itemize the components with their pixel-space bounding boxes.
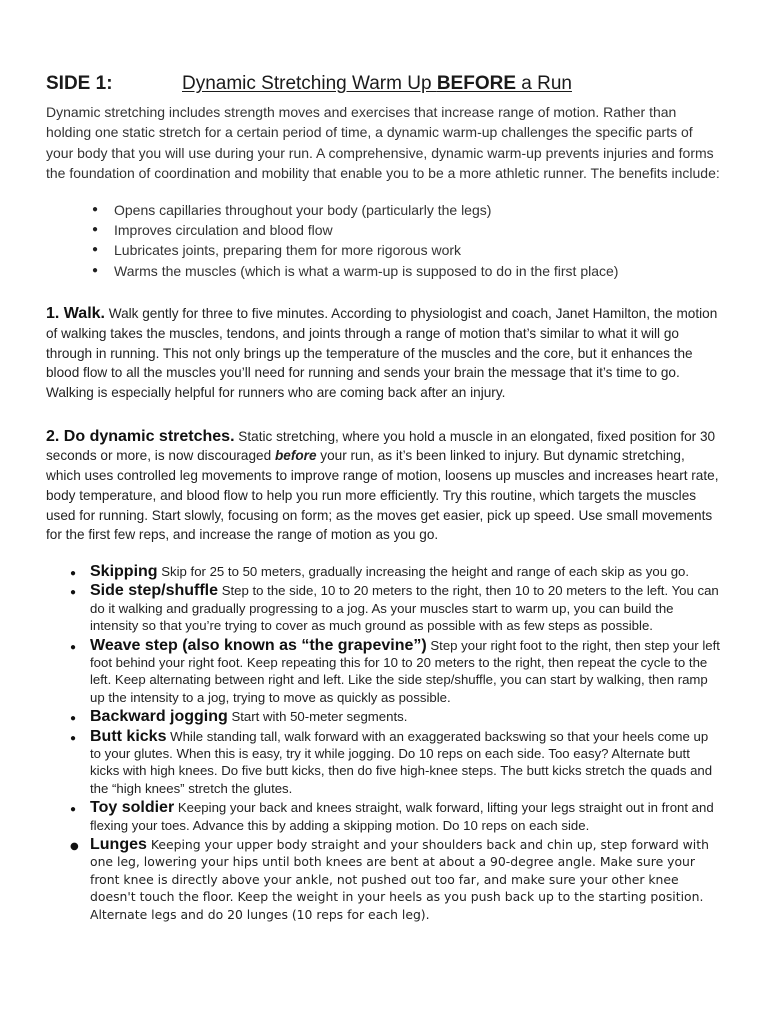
moves-list — [70, 563, 722, 923]
section-walk-text: Walk gently for three to five minutes. According to physiologist and coach, Janet Hamilton, the motion of walking takes the muscles, tendons, and joints through a range of motion that’s similar to what it will go through in running. This not only brings up the temperature of the muscles and the core, but it enhances the blood flow to all the muscles you’ll need for running and sends your brain the message that it’s time to go. Walking is especially helpful for runners who are coming back after an injury. — [46, 306, 718, 401]
move-description: Keeping your back and knees straight, walk forward, lifting your legs straight out in front and flexing your toes. Advance this by adding a skipping motion. Do 10 reps on each side. — [90, 800, 714, 833]
section-dynamic-text-b: your run, as it’s been linked to injury. But dynamic stretching, which uses controlled leg movements to improve range of motion, loosens up muscles and increases heart rate, body temperature, and blood flow to help you run more efficiently. Try this routine, which targets the muscles used for running. Start slowly, focusing on form; as the moves get easier, pick up speed. Use small movements for the first few reps, and increase the range of motion as you go. — [46, 448, 719, 543]
move-backward-jogging — [70, 708, 722, 725]
title-emphasis: BEFORE — [436, 73, 516, 94]
benefit-item: ● Warms the muscles (which is what a warm-up is supposed to do in the first place) — [92, 261, 722, 281]
side-label: SIDE 1: — [46, 73, 113, 94]
title-text-end: a Run — [516, 73, 572, 94]
title-text-start: Dynamic Stretching Warm Up — [182, 73, 437, 94]
title-row — [46, 72, 722, 96]
benefit-item: ● Opens capillaries throughout your body (particularly the legs) — [92, 200, 722, 220]
benefits-list — [92, 200, 722, 282]
move-skipping — [70, 563, 722, 580]
move-description: Skip for 25 to 50 meters, gradually increasing the height and range of each skip as you go. — [157, 563, 690, 579]
move-description: Step to the side, 10 to 20 meters to the right, then 10 to 20 meters to the left. You can do it walking and gradually progressing to a jog. As your muscles start to warm up, you can build the intensity so that you’re trying to cover as much ground as possible with as few steps as possible. — [90, 583, 719, 634]
move-butt-kicks — [70, 728, 722, 798]
move-name: Backward jogging — [90, 708, 228, 726]
benefit-item: ● Improves circulation and blood flow — [92, 220, 722, 240]
move-name: Skipping — [90, 562, 158, 580]
move-description: While standing tall, walk forward with an exaggerated backswing so that your heels come up to your glutes. When this is easy, try it while jogging. Do 10 reps on each side. Too easy? Alternate butt kicks with high knees. Do five butt kicks, then do five high-knee steps. The butt kicks stretch the quads and the “high knees” stretch the glutes. — [90, 728, 713, 796]
move-lunges — [70, 836, 722, 923]
move-side-step — [70, 582, 722, 634]
move-weave-step — [70, 637, 722, 707]
move-name: Butt kicks — [90, 727, 167, 745]
move-name: Weave step (also known as “the grapevine”) — [90, 636, 427, 654]
document-title — [182, 72, 572, 96]
section-dynamic-heading: 2. Do dynamic stretches. — [46, 427, 235, 445]
move-name: Toy soldier — [90, 799, 175, 817]
section-dynamic-stretches — [46, 427, 722, 545]
section-dynamic-emphasis: before — [274, 448, 317, 464]
move-toy-soldier — [70, 799, 722, 834]
benefit-item: ● Lubricates joints, preparing them for more rigorous work — [92, 240, 722, 260]
move-name: Lunges — [90, 836, 147, 854]
move-description: Start with 50-meter segments. — [227, 709, 408, 725]
intro-paragraph: Dynamic stretching includes strength moves and exercises that increase range of motion. Rather than holding one static stretch for a certain period of time, a dynamic warm-up challenges the specific parts of your body that you will use during your run. A comprehensive, dynamic warm-up prevents injuries and forms the foundation of coordination and mobility that enable you to be a more athletic runner. The benefits include: — [46, 104, 720, 182]
move-name: Side step/shuffle — [90, 582, 219, 600]
section-walk-heading: 1. Walk. — [46, 305, 105, 323]
section-walk — [46, 304, 722, 403]
move-description: Step your right foot to the right, then step your left foot behind your right foot. Keep repeating this for 10 to 20 meters to the right, then repeat the cycle to the left. Keep alternating between right and left. Like the side step/shuffle, you can start by walking, then ramp up the intensity to a jog, trying to move as quickly as possible. — [90, 637, 720, 705]
section-dynamic-text-a: Static stretching, where you hold a muscle in an elongated, fixed position for 30 seconds or more, is now discouraged — [46, 428, 716, 464]
move-description: Keeping your upper body straight and your shoulders back and chin up, step forward with one leg, lowering your hips until both knees are bent at about a 90-degree angle. Make sure your front knee is directly above your ankle, not pushed out too far, and make sure your other knee doesn't touch the floor. Keep the weight in your heels as you push back up to the starting position. Alternate legs and do 20 lunges (10 reps for each leg). — [90, 837, 709, 922]
